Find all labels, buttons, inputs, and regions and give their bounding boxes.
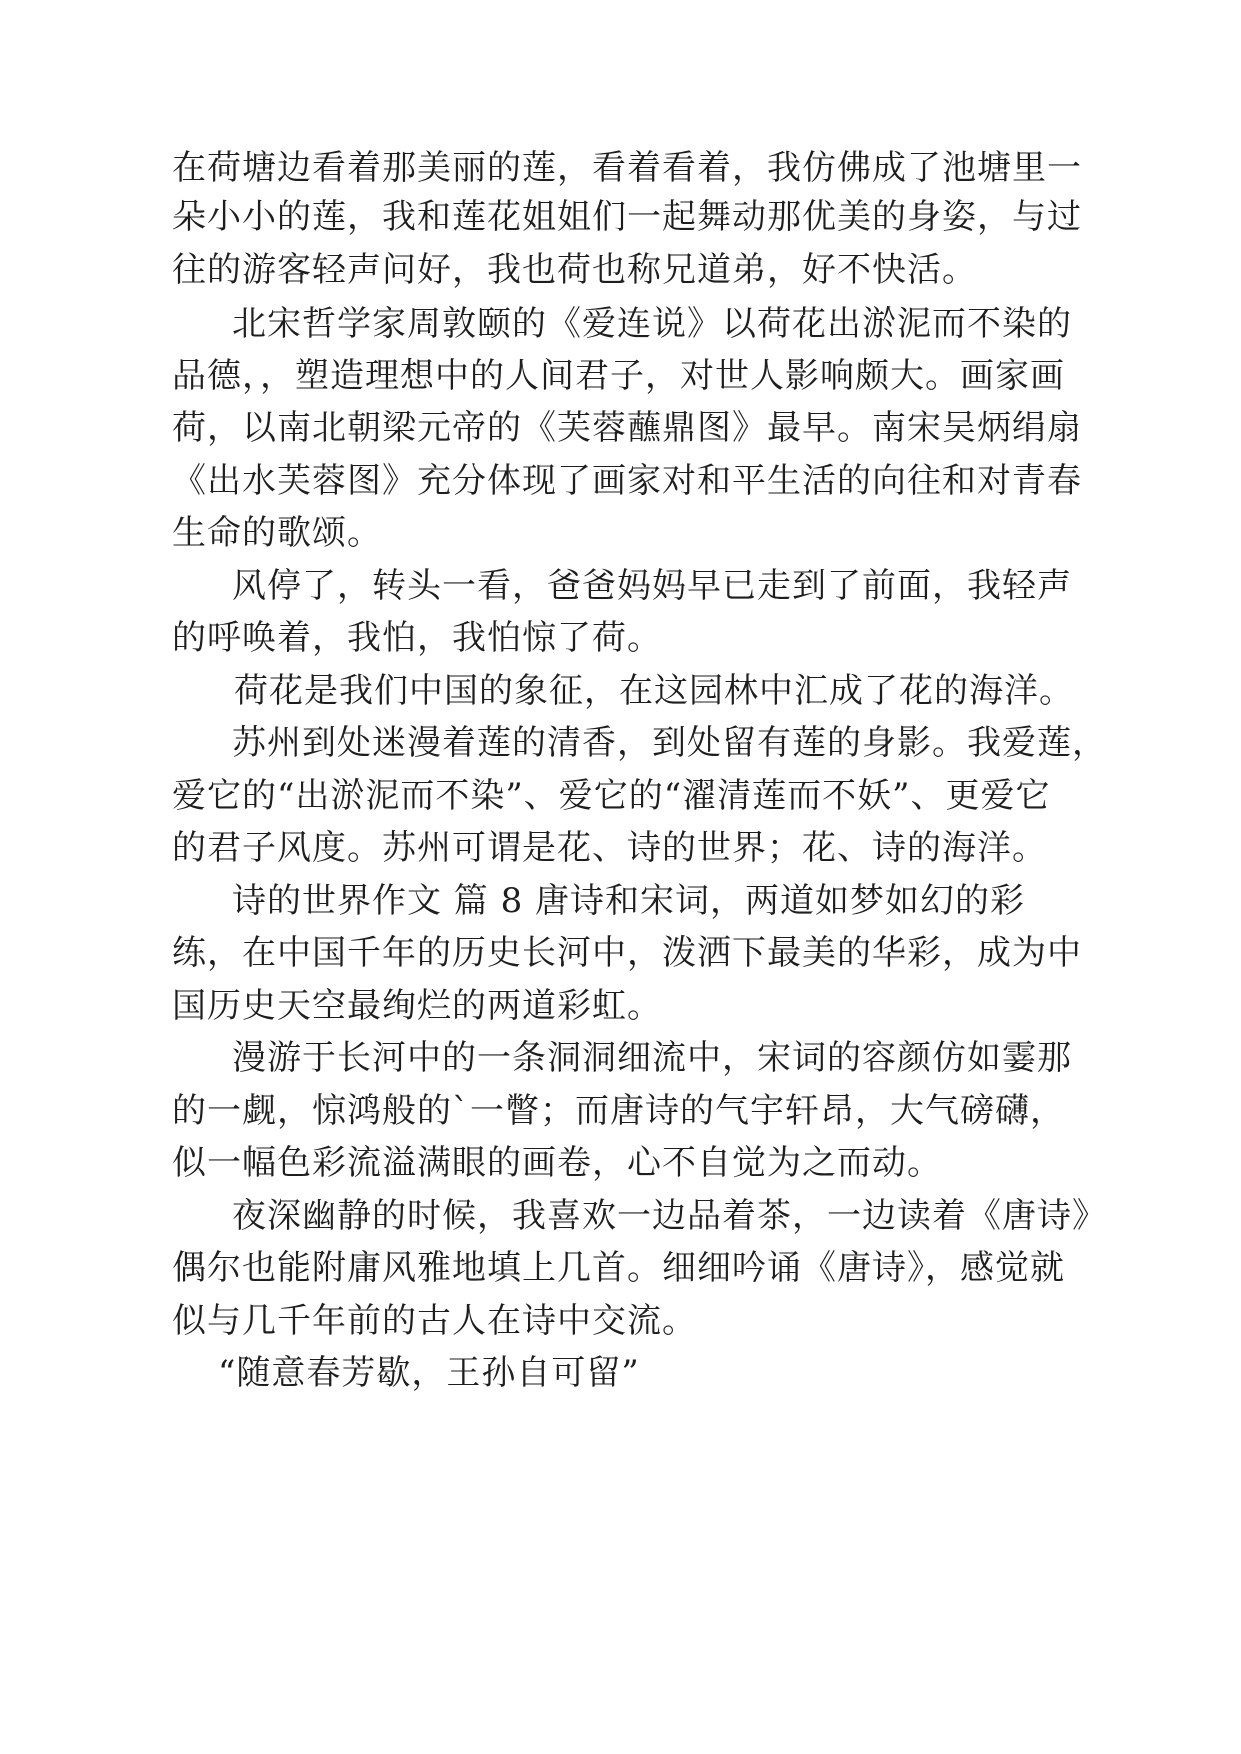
text-line: 品德，，塑造理想中的人间君子，对世人影响颇大。画家画 — [172, 356, 1065, 396]
text-line: 朵小小的莲，我和莲花姐姐们一起舞动那优美的身姿，与过 — [172, 197, 1082, 237]
text-line: 漫游于长河中的一条洞洞细流中，宋词的容颜仿如霎那 — [232, 1038, 1072, 1078]
text-line: 似与几千年前的古人在诗中交流。 — [172, 1301, 697, 1341]
text-line: 苏州到处迷漫着莲的清香，到处留有莲的身影。我爱莲， — [232, 723, 1107, 763]
text-line: 《出水芙蓉图》充分体现了画家对和平生活的向往和对青春 — [172, 461, 1082, 501]
text-line: 国历史天空最绚烂的两道彩虹。 — [172, 986, 662, 1026]
text-line: 练，在中国千年的历史长河中，泼洒下最美的华彩，成为中 — [172, 933, 1082, 973]
text-line: 似一幅色彩流溢满眼的画卷，心不自觉为之而动。 — [172, 1143, 942, 1183]
text-line: 偶尔也能附庸风雅地填上几首。细细吟诵《唐诗》，感觉就 — [172, 1248, 1065, 1288]
text-line: 的一觑，惊鸿般的`一瞥；而唐诗的气宇轩昂，大气磅礴， — [172, 1091, 1065, 1131]
text-line: 往的游客轻声问好，我也荷也称兄道弟，好不快活。 — [172, 250, 977, 290]
text-line: 在荷塘边看着那美丽的莲，看着看着，我仿佛成了池塘里一 — [172, 148, 1082, 188]
text-line: 生命的歌颂。 — [172, 513, 382, 553]
text-line: 夜深幽静的时候，我喜欢一边品着茶，一边读着《唐诗》 — [232, 1196, 1107, 1236]
text-line: 荷，以南北朝梁元帝的《芙蓉蘸鼎图》最早。南宋吴炳绢扇 — [172, 408, 1082, 448]
text-line: 的呼唤着，我怕，我怕惊了荷。 — [172, 618, 662, 658]
text-line: 风停了，转头一看，爸爸妈妈早已走到了前面，我轻声 — [232, 566, 1072, 606]
text-line: 荷花是我们中国的象征，在这园林中汇成了花的海洋。 — [234, 671, 1074, 711]
text-line: 北宋哲学家周敦颐的《爱连说》以荷花出淤泥而不染的 — [232, 304, 1072, 344]
text-line: 的君子风度。苏州可谓是花、诗的世界；花、诗的海洋。 — [172, 828, 1047, 868]
text-line: “随意春芳歇，王孙自可留” — [218, 1353, 640, 1393]
text-line: 爱它的“出淤泥而不染”、爱它的“濯清莲而不妖”、更爱它 — [172, 776, 1051, 816]
text-line: 诗的世界作文 篇 8 唐诗和宋词，两道如梦如幻的彩 — [232, 881, 1026, 921]
